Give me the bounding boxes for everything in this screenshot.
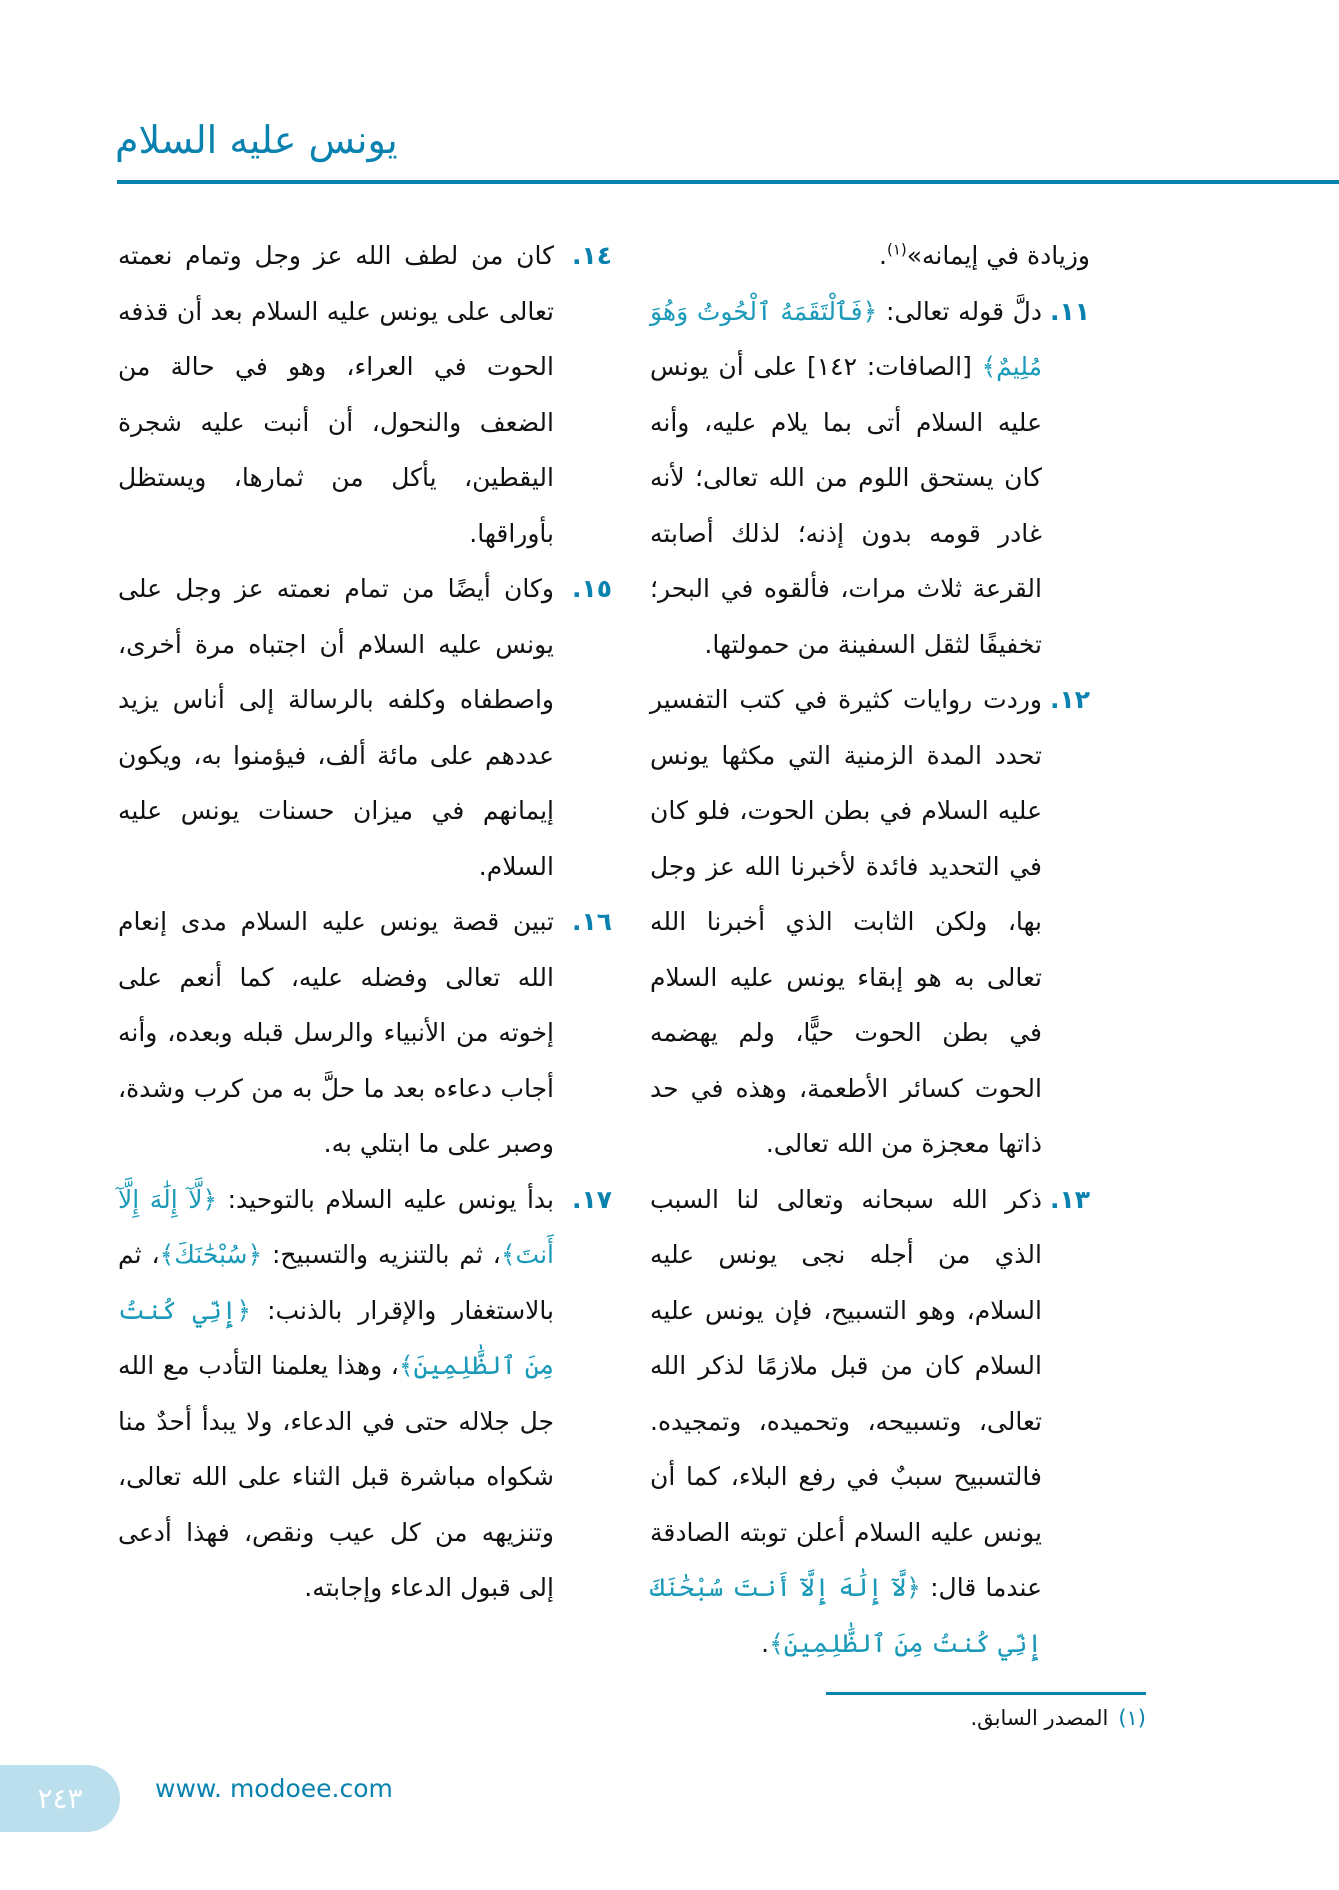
numbered-point: [650, 672, 1090, 1172]
body-text: [الصافات: ١٤٢] على أن يونس عليه السلام أتى بما يلام عليه، وأنه كان يستحق اللوم من الله تعالى؛ لأنه غادر قومه بدون إذنه؛ لذلك أصابته القرعة ثلاث مرات، فألقوه في البحر؛ تخفيفًا لثقل السفينة من حمولتها.: [650, 352, 1042, 659]
right-column: [650, 228, 1090, 1671]
quran-verse: ﴿إِنِّي كُنتُ مِنَ ٱلظَّٰلِمِينَ﴾: [118, 1295, 554, 1380]
point-number: ١٣.: [1049, 1184, 1090, 1214]
numbered-point: [118, 561, 612, 894]
point-number: ١٤.: [571, 241, 612, 270]
numbered-point: [118, 894, 612, 1172]
body-text: وردت روايات كثيرة في كتب التفسير تحدد المدة الزمنية التي مكثها يونس عليه السلام في بطن الحوت، فلو كان في التحديد فائدة لأخبرنا الله عز وجل بها، ولكن الثابت الذي أخبرنا الله تعالى به هو إبقاء يونس عليه السلام في بطن الحوت حيًّا، ولم يهضمه الحوت كسائر الأطعمة، وهذه في حد ذاتها معجزة من الله تعالى.: [650, 685, 1042, 1158]
page-number: ٢٤٣: [0, 1765, 120, 1832]
header-rule: [117, 180, 1339, 184]
body-text: ، ثم بالتنزيه والتسبيح:: [262, 1240, 501, 1269]
body-text: وكان أيضًا من تمام نعمته عز وجل على يونس عليه السلام أن اجتباه مرة أخرى، واصطفاه وكلفه بالرسالة إلى أناس يزيد عددهم على مائة ألف، فيؤمنوا به، ويكون إيمانهم في ميزان حسنات يونس عليه السلام.: [118, 574, 554, 881]
point-number: ١٦.: [571, 907, 612, 936]
body-text: ، ثم بالاستغفار والإقرار بالذنب:: [118, 1240, 554, 1325]
body-text: ، وهذا يعلمنا التأدب مع الله جل جلاله حتى في الدعاء، ولا يبدأ أحدٌ منا شكواه مباشرة قبل الثناء على الله تعالى، وتنزيهه من كل عيب ونقص، فهذا أدعى إلى قبول الدعاء وإجابته.: [118, 1351, 554, 1602]
point-number: ١٧.: [571, 1184, 612, 1214]
numbered-point: [118, 228, 612, 561]
point-number: ١١.: [1049, 296, 1090, 326]
quran-verse: ﴿لَّآ إِلَٰهَ إِلَّآ أَنتَ سُبْحَٰنَكَ إِنِّي كُنتُ مِنَ ٱلظَّٰلِمِينَ﴾: [650, 1573, 1042, 1658]
quran-verse: ﴿لَّآ إِلَٰهَ إِلَّآ أَنتَ﴾: [118, 1184, 554, 1269]
body-text: بدأ يونس عليه السلام بالتوحيد:: [217, 1184, 554, 1214]
quran-verse: ﴿سُبْحَٰنَكَ﴾: [159, 1240, 263, 1269]
left-column: [118, 228, 612, 1616]
footnote-text: المصدر السابق.: [970, 1706, 1109, 1730]
point-number: ١٥.: [571, 574, 612, 603]
footnote: [970, 1706, 1146, 1730]
quran-verse: ﴿فَٱلْتَقَمَهُ ٱلْحُوتُ وَهُوَ مُلِيمٌ﴾: [650, 296, 1042, 381]
footnote-ref: (١): [886, 240, 907, 259]
numbered-point: [118, 1172, 612, 1616]
body-text: تبين قصة يونس عليه السلام مدى إنعام الله تعالى وفضله عليه، كما أنعم على إخوته من الأنبياء والرسل قبله وبعده، وأنه أجاب دعاءه بعد ما حلَّ به من كرب وشدة، وصبر على ما ابتلي به.: [118, 907, 554, 1158]
footnote-rule: [826, 1692, 1146, 1695]
numbered-point: [650, 228, 1090, 284]
chapter-title: يونس عليه السلام: [115, 118, 398, 162]
footnote-number: (١): [1118, 1706, 1146, 1730]
numbered-point: [650, 284, 1090, 673]
website-link[interactable]: www. modoee.com: [155, 1774, 393, 1803]
body-text: .: [761, 1628, 770, 1658]
body-text: كان من لطف الله عز وجل وتمام نعمته تعالى على يونس عليه السلام بعد أن قذفه الحوت في العراء، وهو في حالة من الضعف والنحول، أن أنبت عليه شجرة اليقطين، يأكل من ثمارها، ويستظل بأوراقها.: [118, 241, 554, 548]
body-text: .: [879, 241, 887, 270]
body-text: دلَّ قوله تعالى:: [877, 296, 1042, 326]
point-number: ١٢.: [1049, 685, 1090, 714]
body-text: ذكر الله سبحانه وتعالى لنا السبب الذي من أجله نجى يونس عليه السلام، وهو التسبيح، فإن يونس عليه السلام كان من قبل ملازمًا لذكر الله تعالى، وتسبيحه، وتحميده، وتمجيده. فالتسبيح سببٌ في رفع البلاء، كما أن يونس عليه السلام أعلن توبته الصادقة عندما قال:: [650, 1184, 1043, 1602]
numbered-point: [650, 1172, 1090, 1672]
body-text: وزيادة في إيمانه»: [906, 241, 1090, 270]
